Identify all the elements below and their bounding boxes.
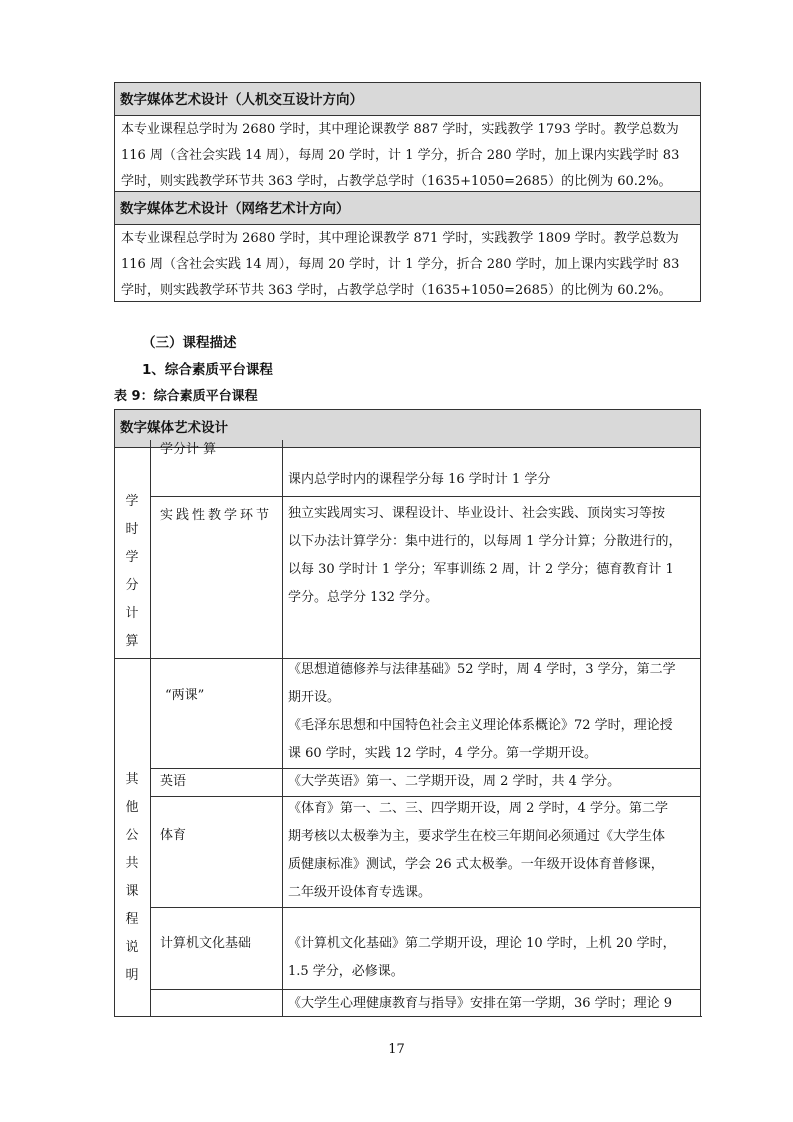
text-line: 《大学生心理健康教育与指导》安排在第一学期，36 学时；理论 9 — [288, 996, 673, 1011]
group-label-other-courses — [114, 768, 150, 992]
table-caption: 表 9：综合素质平台课程 — [114, 389, 258, 404]
text-line: 《体育》第一、二、三、四学期开设，周 2 学时，4 学分。第二学 — [288, 801, 668, 816]
row-label-english: 英语 — [160, 774, 187, 789]
vertical-char: 说 — [125, 940, 139, 955]
text-line: 课 60 学时，实践 12 学时，4 学分。第一学期开设。 — [288, 746, 598, 761]
text-line: 《计算机文化基础》第二学期开设，理论 10 学时，上机 20 学时， — [288, 936, 676, 951]
row-divider — [150, 496, 701, 497]
text-line: 《大学英语》第一、二学期开设，周 2 学时，共 4 学分。 — [288, 774, 621, 789]
vertical-char: 分 — [125, 578, 139, 593]
program-table-hci — [114, 82, 701, 192]
vertical-char: 公 — [125, 828, 139, 843]
row-label-computer: 计算机文化基础 — [160, 936, 252, 951]
subsection-heading: 1、综合素质平台课程 — [142, 362, 273, 378]
text-line: 课内总学时内的课程学分每 16 学时计 1 学分 — [288, 472, 551, 487]
program-table-hci-body — [115, 116, 700, 195]
col-divider-2 — [282, 440, 283, 1016]
vertical-char: 共 — [125, 856, 139, 871]
course-table-header: 数字媒体艺术设计 — [115, 410, 700, 448]
vertical-char: 其 — [125, 772, 139, 787]
program-table-hci-header: 数字媒体艺术设计（人机交互设计方向） — [115, 83, 700, 116]
text-line: 116 周（含社会实践 14 周），每周 20 学时，计 1 学分，折合 280 学时，加上课内实践学时 83 — [121, 148, 680, 163]
row-label-credit: 学分计 算 — [160, 442, 217, 457]
vertical-char: 算 — [125, 634, 139, 649]
text-line: 二年级开设体育专选课。 — [288, 885, 432, 900]
vertical-char: 他 — [125, 800, 139, 815]
text-line: 质健康标准》测试，学会 26 式太极拳。一年级开设体育普修课， — [288, 857, 664, 872]
program-table-web — [114, 191, 701, 302]
page-number: 17 — [388, 1042, 405, 1057]
row-content-computer — [288, 930, 676, 986]
text-line: 期考核以太极拳为主，要求学生在校三年期间必须通过《大学生体 — [288, 829, 666, 844]
text-line: 116 周（含社会实践 14 周），每周 20 学时，计 1 学分，折合 280 学时，加上课内实践学时 83 — [121, 257, 680, 272]
text-line: 独立实践周实习、课程设计、毕业设计、社会实践、顶岗实习等按 — [288, 506, 666, 521]
row-content-english — [288, 768, 620, 796]
text-line: 《思想道德修养与法律基础》52 学时，周 4 学时，3 学分，第二学 — [288, 662, 676, 677]
text-line: 学分。总学分 132 学分。 — [288, 590, 439, 605]
vertical-char: 课 — [125, 884, 139, 899]
text-line: 期开设。 — [288, 690, 341, 705]
group-label-credit-calc — [114, 490, 150, 658]
text-line: 本专业课程总学时为 2680 学时，其中理论课教学 887 学时，实践教学 1793 学时。教学总数为 — [121, 122, 679, 137]
row-label-practice: 实践性教学环节 — [160, 508, 273, 523]
row-content-practice — [288, 500, 682, 612]
row-label-two-courses: “两课” — [165, 688, 205, 703]
row-content-psych — [288, 990, 672, 1018]
text-line: 1.5 学分，必修课。 — [288, 964, 404, 979]
row-divider — [150, 907, 701, 908]
vertical-char: 学 — [125, 550, 139, 565]
text-line: 学时，则实践教学环节共 363 学时，占教学总学时（1635+1050=2685）的比例为 60.2%。 — [121, 283, 672, 298]
program-table-web-body — [115, 225, 700, 304]
vertical-char: 程 — [125, 912, 139, 927]
vertical-char: 明 — [125, 968, 139, 983]
row-label-pe: 体育 — [160, 828, 187, 843]
vertical-char: 时 — [125, 522, 139, 537]
program-table-web-header: 数字媒体艺术设计（网络艺术计方向） — [115, 191, 700, 225]
text-line: 以每 30 学时计 1 学分；军事训练 2 周，计 2 学分；德育教育计 1 — [288, 562, 674, 577]
section-heading: （三）课程描述 — [142, 335, 237, 351]
row-content-credit — [288, 466, 550, 494]
row-content-pe — [288, 795, 668, 907]
vertical-char: 计 — [125, 606, 139, 621]
col-divider-1 — [150, 440, 151, 1016]
text-line: 以下办法计算学分：集中进行的，以每周 1 学分计算；分散进行的， — [288, 534, 682, 549]
row-content-two-courses — [288, 656, 676, 768]
vertical-char: 学 — [125, 494, 139, 509]
text-line: 《毛泽东思想和中国特色社会主义理论体系概论》72 学时，理论授 — [288, 718, 673, 733]
text-line: 本专业课程总学时为 2680 学时，其中理论课教学 871 学时，实践教学 1809 学时。教学总数为 — [121, 231, 679, 246]
text-line: 学时，则实践教学环节共 363 学时，占教学总学时（1635+1050=2685）的比例为 60.2%。 — [121, 174, 672, 189]
